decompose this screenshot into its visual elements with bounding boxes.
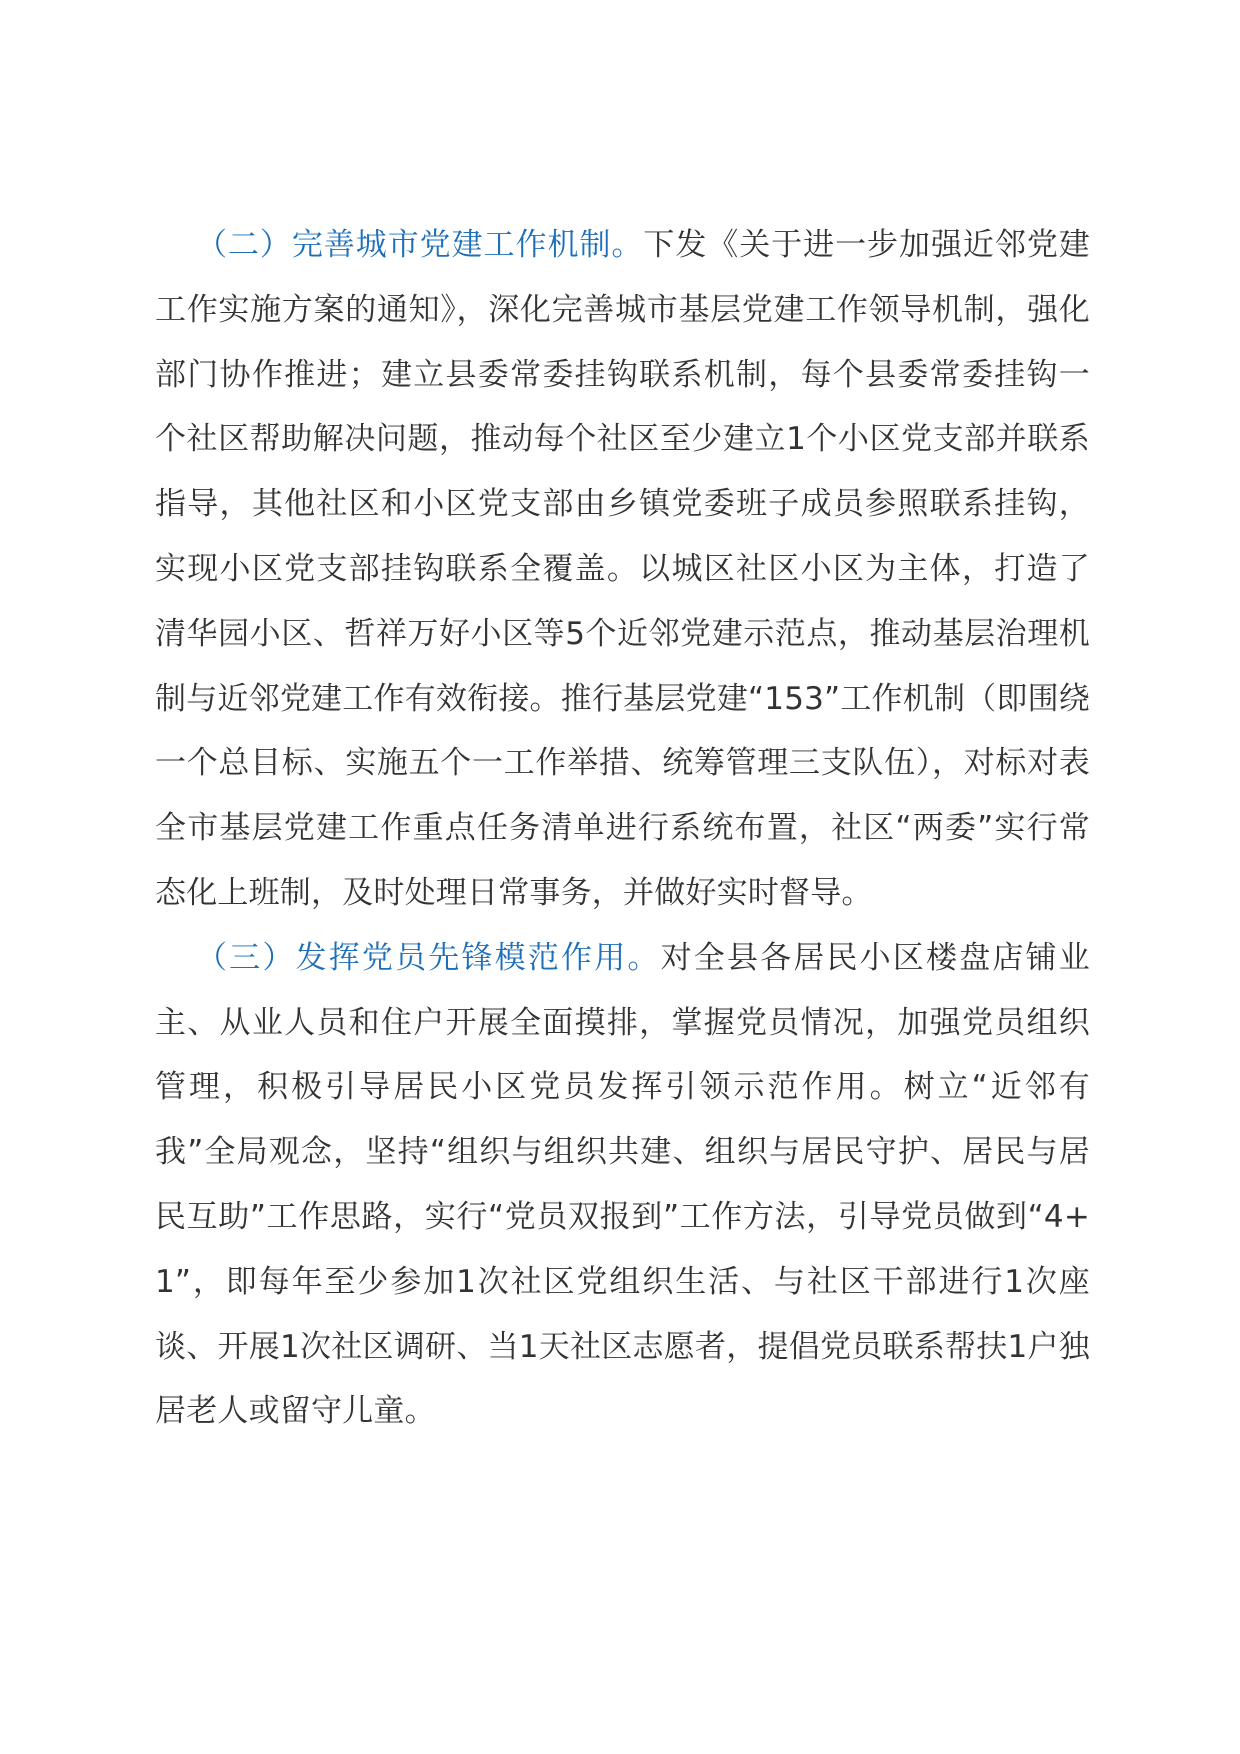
paragraph-body-3: 对全县各居民小区楼盘店铺业主、从业人员和住户开展全面摸排，掌握党员情况，加强党员组织管理，积极引导居民小区党员发挥引领示范作用。树立“近邻有我”全局观念，坚持“组织与组织共建、组织与居民守护、居民与居民互助”工作思路，实行“党员双报到”工作方法，引导党员做到“4+1”，即每年至少参加1次社区党组织生活、与社区干部进行1次座谈、开展1次社区调研、当1天社区志愿者，提倡党员联系帮扶1户独居老人或留守儿童。 bbox=[155, 939, 1090, 1430]
section-heading-3: （三）发挥党员先锋模范作用。 bbox=[196, 939, 661, 976]
document-body bbox=[155, 213, 1090, 1444]
section-heading-2: （二）完善城市党建工作机制。 bbox=[196, 227, 644, 263]
paragraph-3 bbox=[155, 926, 1090, 1444]
paragraph-body-2: 下发《关于进一步加强近邻党建工作实施方案的通知》，深化完善城市基层党建工作领导机制，强化部门协作推进；建立县委常委挂钩联系机制，每个县委常委挂钩一个社区帮助解决问题，推动每个社区至少建立1个小区党支部并联系指导，其他社区和小区党支部由乡镇党委班子成员参照联系挂钩，实现小区党支部挂钩联系全覆盖。以城区社区小区为主体，打造了清华园小区、哲祥万好小区等5个近邻党建示范点，推动基层治理机制与近邻党建工作有效衔接。推行基层党建“153”工作机制（即围绕一个总目标、实施五个一工作举措、统筹管理三支队伍），对标对表全市基层党建工作重点任务清单进行系统布置，社区“两委”实行常态化上班制，及时处理日常事务，并做好实时督导。 bbox=[155, 227, 1090, 911]
paragraph-2 bbox=[155, 213, 1090, 926]
